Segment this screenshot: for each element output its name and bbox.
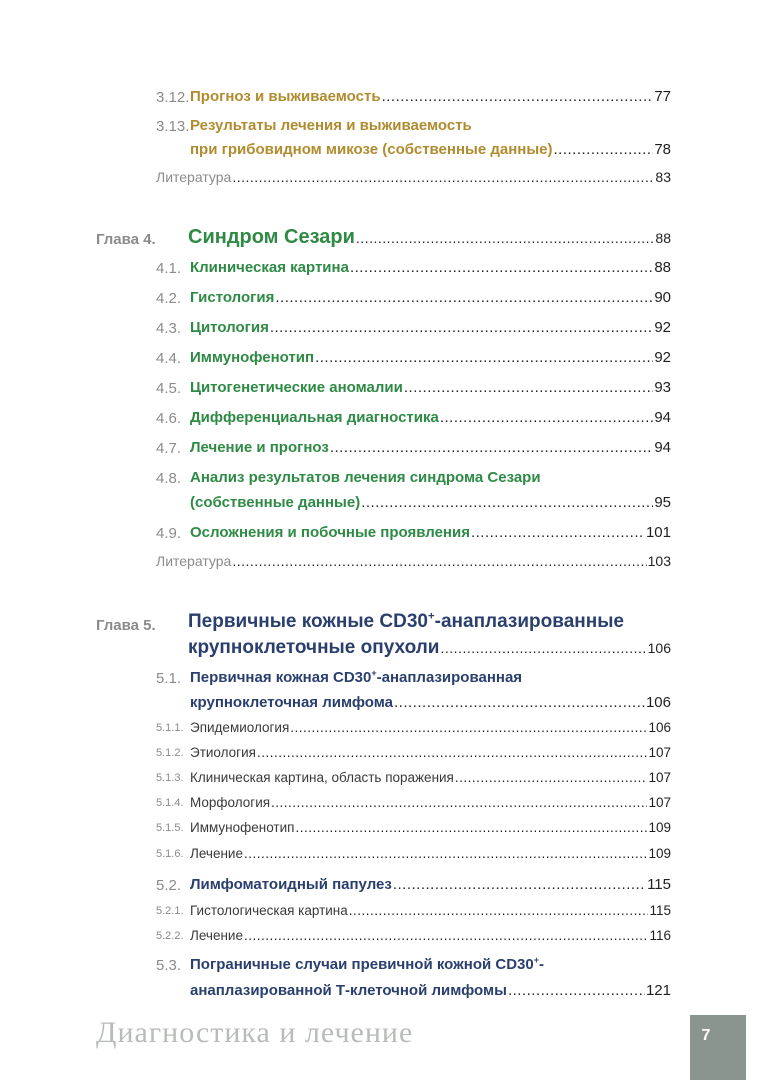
entry-title: Морфология: [190, 795, 271, 810]
entry-page: 93: [654, 379, 671, 396]
dot-leader: [471, 524, 645, 541]
entry-title: Клиническая картина: [190, 259, 349, 276]
dot-leader: [508, 982, 645, 999]
entry-number: 4.8.: [156, 470, 182, 487]
dot-leader: [356, 230, 655, 246]
entry-page: 78: [654, 141, 671, 158]
entry-number: 5.3.: [156, 957, 182, 974]
entry-page: 107: [648, 745, 671, 760]
entry-title-line1: Результаты лечения и выживаемость: [190, 117, 472, 134]
dot-leader: [270, 319, 653, 336]
entry-page: 106: [648, 720, 671, 735]
entry-title: Цитогенетические аномалии: [190, 379, 403, 396]
entry-title: Гистологическая картина: [190, 903, 348, 918]
entry-title-line1: Первичная кожная CD30+-анаплазированная: [190, 668, 523, 686]
dot-leader: [244, 846, 648, 861]
chapter-label: Глава 5.: [96, 617, 156, 634]
entry-title-line2: анаплазированной Т-клеточной лимфомы: [190, 982, 507, 999]
entry-number: 5.2.1.: [156, 905, 184, 917]
entry-page: 107: [648, 770, 671, 785]
entry-page: 88: [654, 259, 671, 276]
entry-title: Клиническая картина, область поражения: [190, 770, 454, 785]
entry-title: Дифференциальная диагностика: [190, 409, 439, 426]
entry-page: 103: [647, 553, 671, 569]
entry-number: 4.4.: [156, 350, 182, 367]
entry-number: 5.2.: [156, 877, 182, 894]
entry-title: Лечение и прогноз: [190, 439, 329, 456]
dot-leader: [350, 259, 653, 276]
chapter-title-line2: крупноклеточные опухоли: [188, 637, 440, 658]
entry-page: 109: [648, 846, 671, 861]
dot-leader: [275, 289, 653, 306]
dot-leader: [290, 720, 647, 735]
dot-leader: [404, 379, 653, 396]
entry-page: 115: [649, 903, 671, 918]
dot-leader: [349, 903, 649, 918]
entry-title-line2: при грибовидном микозе (собственные данные): [190, 141, 553, 158]
entry-page: 92: [654, 349, 671, 366]
entry-page: 115: [647, 876, 671, 893]
entry-number: 4.1.: [156, 260, 182, 277]
dot-leader: [232, 169, 654, 185]
chapter-title: Синдром Сезари: [188, 226, 355, 248]
entry-page: 116: [649, 928, 671, 943]
literature-label: Литература: [156, 169, 232, 185]
entry-title: Эпидемиология: [190, 720, 290, 735]
page-number: 7: [701, 1027, 711, 1044]
dot-leader: [244, 928, 649, 943]
chapter-page: 106: [647, 640, 671, 656]
entry-number: 5.1.5.: [156, 822, 184, 834]
entry-title-line2: (собственные данные): [190, 494, 361, 511]
entry-title: Лечение: [190, 928, 243, 943]
entry-number: 4.7.: [156, 440, 182, 457]
entry-page: 109: [648, 820, 671, 835]
entry-number: 5.1.3.: [156, 772, 184, 784]
entry-number: 5.1.1.: [156, 722, 184, 734]
entry-title: Гистология: [190, 289, 275, 306]
dot-leader: [330, 439, 653, 456]
literature-label: Литература: [156, 553, 232, 569]
entry-number: 5.1.2.: [156, 747, 184, 759]
entry-title: Прогноз и выживаемость: [190, 88, 381, 105]
chapter-page: 88: [655, 230, 671, 246]
entry-number: 5.2.2.: [156, 930, 184, 942]
entry-title: Иммунофенотип: [190, 349, 315, 366]
entry-number: 3.12.: [156, 89, 190, 106]
entry-title: Иммунофенотип: [190, 820, 295, 835]
entry-number: 4.5.: [156, 380, 182, 397]
entry-page: 121: [645, 982, 671, 999]
entry-page: 92: [654, 319, 671, 336]
entry-page: 95: [654, 494, 671, 511]
dot-leader: [553, 141, 653, 158]
dot-leader: [232, 553, 646, 569]
entry-number: 4.9.: [156, 525, 182, 542]
entry-number: 3.13.: [156, 118, 190, 135]
entry-page: 94: [654, 439, 671, 456]
entry-title: Лимфоматоидный папулез: [190, 876, 392, 893]
dot-leader: [257, 745, 648, 760]
entry-page: 101: [645, 524, 671, 541]
dot-leader: [455, 770, 648, 785]
entry-title: Цитология: [190, 319, 269, 336]
entry-number: 5.1.6.: [156, 848, 184, 860]
dot-leader: [394, 694, 645, 711]
entry-page: 90: [654, 289, 671, 306]
entry-number: 4.6.: [156, 410, 182, 427]
entry-page: 106: [645, 694, 671, 711]
chapter-title-line1: Первичные кожные CD30+-анаплазированные: [188, 610, 625, 632]
entry-number: 5.1.4.: [156, 797, 184, 809]
entry-page: 77: [654, 88, 671, 105]
page-number-box: [690, 1015, 746, 1080]
entry-number: 5.1.: [156, 670, 182, 687]
entry-title: Этиология: [190, 745, 256, 760]
chapter-label: Глава 4.: [96, 231, 156, 248]
dot-leader: [295, 820, 647, 835]
dot-leader: [315, 349, 653, 366]
entry-number: 4.2.: [156, 290, 182, 307]
dot-leader: [382, 88, 654, 105]
dot-leader: [393, 876, 646, 893]
entry-page: 94: [654, 409, 671, 426]
entry-title-line1: Анализ результатов лечения синдрома Сезари: [190, 469, 541, 486]
entry-number: 4.3.: [156, 320, 182, 337]
dot-leader: [271, 795, 647, 810]
dot-leader: [361, 494, 653, 511]
dot-leader: [440, 409, 653, 426]
entry-title: Осложнения и побочные проявления: [190, 524, 470, 541]
dot-leader: [441, 640, 647, 656]
running-footer-title: Диагностика и лечение: [96, 1016, 414, 1049]
entry-page: 107: [648, 795, 671, 810]
entry-title-line2: крупноклеточная лимфома: [190, 694, 394, 711]
entry-title-line1: Пограничные случаи превичной кожной CD30+-: [190, 955, 544, 973]
entry-title: Лечение: [190, 846, 243, 861]
entry-page: 83: [655, 169, 671, 185]
